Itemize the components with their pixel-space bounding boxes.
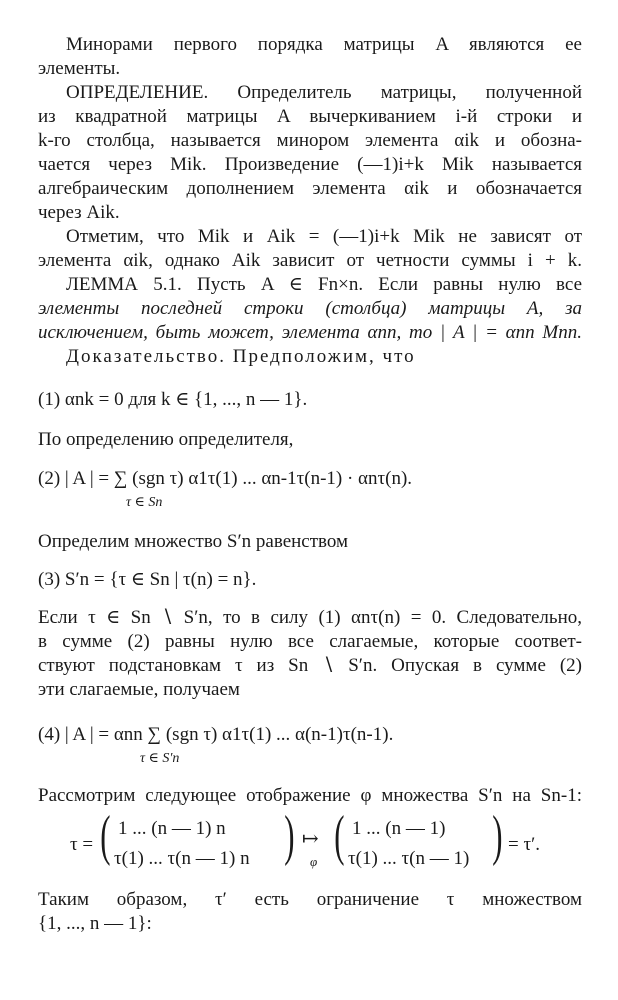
text-line: Таким образом, τ′ есть ограничение τ множеством bbox=[38, 889, 582, 910]
equation-2: (2) | A | = ∑ (sgn τ) α1τ(1) ... αn-1τ(n-1) · αnτ(n). bbox=[38, 468, 413, 489]
text-line: Минорами первого порядка матрицы A являются ее bbox=[66, 34, 582, 55]
text-line: ствуют подстановкам τ из Sn ∖ S′n. Опуская в сумме (2) bbox=[38, 655, 582, 676]
text-line: элемента αik, однако Aik зависит от четности суммы i + k. bbox=[38, 250, 582, 271]
equation-4-subscript: τ ∈ S′n bbox=[140, 751, 180, 766]
mapping-rhs: = τ′. bbox=[508, 834, 541, 855]
matrix1-top-row: 1 ... (n — 1) n bbox=[118, 818, 226, 839]
matrix1-bottom-row: τ(1) ... τ(n — 1) n bbox=[114, 848, 250, 869]
right-paren: ) bbox=[284, 805, 295, 867]
text-line: эти слагаемые, получаем bbox=[38, 679, 240, 700]
text-line: исключением, быть может, элемента αnn, то | A | = αnn Mnn. bbox=[38, 322, 582, 343]
text-line: чается через Mik. Произведение (—1)i+k Mik называется bbox=[38, 154, 582, 175]
maps-to-arrow-icon: ↦ bbox=[302, 828, 319, 850]
definition-heading-line: ОПРЕДЕЛЕНИЕ. Определитель матрицы, полученной bbox=[66, 82, 582, 103]
text-line: через Aik. bbox=[38, 202, 120, 223]
text-line: По определению определителя, bbox=[38, 429, 294, 450]
text-line: Если τ ∈ Sn ∖ S′n, то в силу (1) αnτ(n) = 0. Следовательно, bbox=[38, 607, 582, 628]
matrix2-top-row: 1 ... (n — 1) bbox=[352, 818, 446, 839]
text-line: в сумме (2) равны нулю все слагаемые, которые соответ- bbox=[38, 631, 582, 652]
proof-heading-line: Доказательство. Предположим, что bbox=[66, 346, 416, 367]
text-line: Отметим, что Mik и Aik = (—1)i+k Mik не зависят от bbox=[66, 226, 582, 247]
text-line: элементы последней строки (столбца) матрицы A, за bbox=[38, 298, 582, 319]
text-line: элементы. bbox=[38, 58, 121, 79]
text-line: алгебраическим дополнением элемента αik и обозначается bbox=[38, 178, 582, 199]
left-paren: ( bbox=[100, 805, 111, 867]
equation-3: (3) S′n = {τ ∈ Sn | τ(n) = n}. bbox=[38, 569, 257, 590]
left-paren: ( bbox=[334, 805, 345, 867]
mapping-lhs: τ = bbox=[70, 834, 94, 855]
text-line: из квадратной матрицы A вычеркиванием i-й строки и bbox=[38, 106, 582, 127]
equation-1: (1) αnk = 0 для k ∈ {1, ..., n — 1}. bbox=[38, 389, 308, 410]
lemma-heading-line: ЛЕММА 5.1. Пусть A ∈ Fn×n. Если равны нулю все bbox=[66, 274, 582, 295]
equation-4: (4) | A | = αnn ∑ (sgn τ) α1τ(1) ... α(n-1)τ(n-1). bbox=[38, 724, 394, 745]
text-line: Рассмотрим следующее отображение φ множества S′n на Sn-1: bbox=[38, 785, 582, 806]
matrix2-bottom-row: τ(1) ... τ(n — 1) bbox=[348, 848, 470, 869]
equation-2-subscript: τ ∈ Sn bbox=[126, 495, 163, 510]
phi-label: φ bbox=[310, 854, 318, 869]
right-paren: ) bbox=[492, 805, 503, 867]
text-line: Определим множество S′n равенством bbox=[38, 531, 349, 552]
text-line: {1, ..., n — 1}: bbox=[38, 913, 152, 934]
text-line: k-го столбца, называется минором элемента αik и обозна- bbox=[38, 130, 582, 151]
